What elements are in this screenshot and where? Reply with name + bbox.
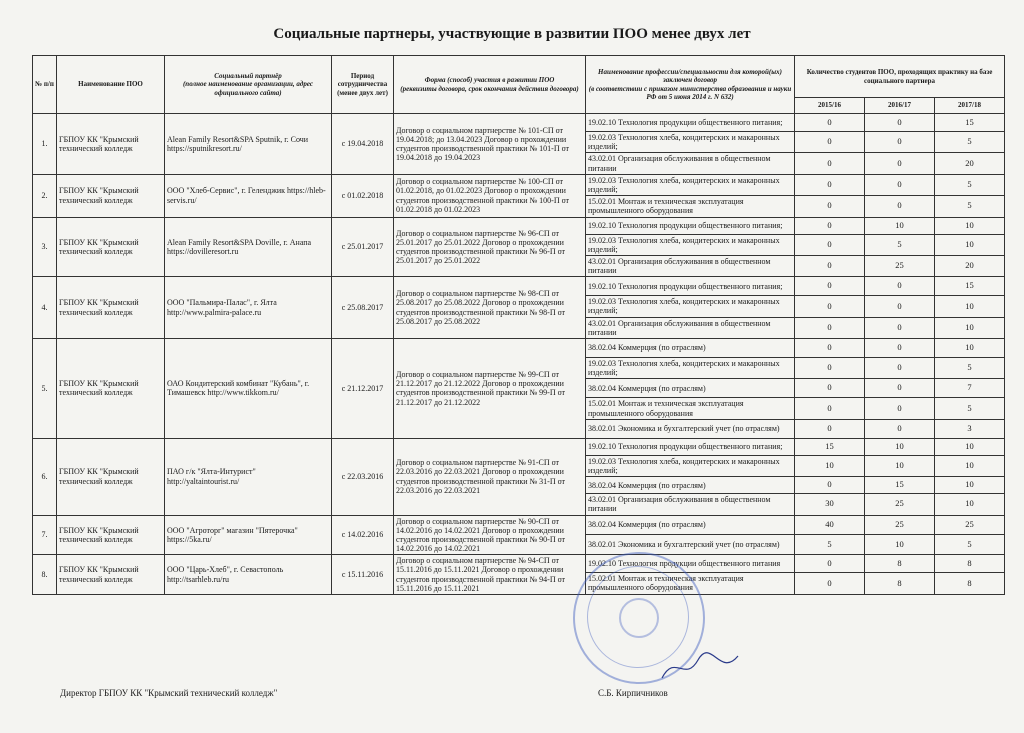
count-2016-17: 5 xyxy=(865,234,935,255)
count-2015-16: 0 xyxy=(795,379,865,398)
count-2016-17: 15 xyxy=(865,477,935,494)
poo-name: ГБПОУ КК "Крымский технический колледж xyxy=(57,515,165,555)
count-2016-17: 25 xyxy=(865,494,935,515)
count-2016-17: 0 xyxy=(865,339,935,358)
count-2017-18: 10 xyxy=(935,217,1005,234)
header-period: Период сотрудничества (менее двух лет) xyxy=(332,56,394,114)
header-year-1: 2015/16 xyxy=(795,98,865,114)
count-2016-17: 0 xyxy=(865,153,935,174)
count-2017-18: 10 xyxy=(935,317,1005,338)
count-2015-16: 0 xyxy=(795,572,865,594)
count-2017-18: 7 xyxy=(935,379,1005,398)
row-number: 5. xyxy=(33,339,57,439)
poo-name: ГБПОУ КК "Крымский технический колледж xyxy=(57,438,165,515)
period-date: с 01.02.2018 xyxy=(332,174,394,217)
count-2016-17: 0 xyxy=(865,196,935,217)
program-name: 38.02.04 Коммерция (по отраслям) xyxy=(586,379,795,398)
count-2015-16: 40 xyxy=(795,515,865,535)
partner-name: ОАО Кондитерский комбинат "Кубань", г. Тимашевск http://www.tikkom.ru/ xyxy=(165,339,332,439)
count-2016-17: 0 xyxy=(865,419,935,438)
program-name: 19.02.03 Технология хлеба, кондитерских и макаронных изделий; xyxy=(586,174,795,195)
table-row xyxy=(33,217,1005,234)
count-2017-18: 8 xyxy=(935,572,1005,594)
row-number: 6. xyxy=(33,438,57,515)
count-2017-18: 20 xyxy=(935,153,1005,174)
partners-table xyxy=(32,55,1005,595)
count-2016-17: 0 xyxy=(865,132,935,153)
count-2016-17: 8 xyxy=(865,555,935,573)
count-2017-18: 10 xyxy=(935,234,1005,255)
contract-info: Договор о социальном партнерстве № 99-СП от 21.12.2017 до 21.12.2022 Договор о прохождении студентов производственной практики № 99-П от 21.12.2017 до 21.12.2022 xyxy=(394,339,586,439)
count-2016-17: 0 xyxy=(865,317,935,338)
count-2016-17: 0 xyxy=(865,174,935,195)
contract-info: Договор о социальном партнерстве № 98-СП от 25.08.2017 до 25.08.2022 Договор о прохождении студентов производственной практики № 98-П от 25.08.2017 до 25.08.2022 xyxy=(394,277,586,339)
contract-info: Договор о социальном партнерстве № 91-СП от 22.03.2016 до 22.03.2021 Договор о прохождении студентов производственной практики № 31-П от 22.03.2016 до 22.03.2021 xyxy=(394,438,586,515)
table-row xyxy=(33,555,1005,573)
program-name: 43.02.01 Организация обслуживания в общественном питании xyxy=(586,153,795,174)
count-2015-16: 0 xyxy=(795,477,865,494)
contract-info: Договор о социальном партнерстве № 90-СП от 14.02.2016 до 14.02.2021 Договор о прохождении студентов производственной практики № 90-П от 14.02.2016 до 14.02.2021 xyxy=(394,515,586,555)
count-2017-18: 10 xyxy=(935,339,1005,358)
count-2017-18: 5 xyxy=(935,174,1005,195)
count-2015-16: 0 xyxy=(795,217,865,234)
count-2015-16: 10 xyxy=(795,455,865,476)
row-number: 3. xyxy=(33,217,57,277)
header-year-2: 2016/17 xyxy=(865,98,935,114)
program-name: 19.02.03 Технология хлеба, кондитерских и макаронных изделий; xyxy=(586,234,795,255)
count-2016-17: 0 xyxy=(865,114,935,132)
header-partner-title: Социальный партнёр xyxy=(214,72,282,81)
header-partner-sub: (полное наименование организации, адрес официального сайта) xyxy=(182,80,314,97)
count-2015-16: 0 xyxy=(795,196,865,217)
poo-name: ГБПОУ КК "Крымский технический колледж xyxy=(57,277,165,339)
table-row xyxy=(33,438,1005,455)
program-name: 19.02.03 Технология хлеба, кондитерских и макаронных изделий; xyxy=(586,455,795,476)
header-students: Количество студентов ПОО, проходящих практику на базе социального партнера xyxy=(795,56,1005,98)
program-name: 15.02.01 Монтаж и техническая эксплуатация промышленного оборудования xyxy=(586,398,795,419)
partner-name: Alean Family Resort&SPA Doville, г. Анапа https://dovilleresort.ru xyxy=(165,217,332,277)
partner-name: ПАО г/к "Ялта-Интурист" http://yaltaintourist.ru/ xyxy=(165,438,332,515)
count-2015-16: 0 xyxy=(795,419,865,438)
count-2016-17: 25 xyxy=(865,255,935,276)
director-label: Директор ГБПОУ КК "Крымский технический колледж" xyxy=(60,688,278,698)
table-row xyxy=(33,174,1005,195)
row-number: 1. xyxy=(33,114,57,175)
page-title: Социальные партнеры, участвующие в развитии ПОО менее двух лет xyxy=(273,26,751,42)
header-form-sub: (реквизиты договора, срок окончания действия договора) xyxy=(400,84,579,93)
count-2015-16: 0 xyxy=(795,398,865,419)
program-name: 43.02.01 Организация обслуживания в общественном питании xyxy=(586,317,795,338)
count-2016-17: 0 xyxy=(865,296,935,317)
count-2017-18: 5 xyxy=(935,535,1005,555)
count-2017-18: 10 xyxy=(935,438,1005,455)
poo-name: ГБПОУ КК "Крымский технический колледж xyxy=(57,217,165,277)
count-2015-16: 0 xyxy=(795,234,865,255)
partner-name: ООО "Хлеб-Сервис", г. Геленджик https://hleb-servis.ru/ xyxy=(165,174,332,217)
count-2017-18: 15 xyxy=(935,114,1005,132)
count-2015-16: 0 xyxy=(795,358,865,379)
signature xyxy=(660,648,740,688)
count-2015-16: 30 xyxy=(795,494,865,515)
count-2015-16: 0 xyxy=(795,114,865,132)
poo-name: ГБПОУ КК "Крымский технический колледж xyxy=(57,339,165,439)
header-prof-title: Наименование профессии/специальности для которой(ых) заключен договор xyxy=(598,68,782,85)
table-row xyxy=(33,114,1005,132)
count-2017-18: 5 xyxy=(935,398,1005,419)
poo-name: ГБПОУ КК "Крымский технический колледж xyxy=(57,114,165,175)
count-2016-17: 10 xyxy=(865,455,935,476)
header-num: № п/п xyxy=(33,56,57,114)
contract-info: Договор о социальном партнерстве № 96-СП от 25.01.2017 до 25.01.2022 Договор о прохождении студентов производственной практики № 96-П от 25.01.2017 до 25.01.2022 xyxy=(394,217,586,277)
count-2015-16: 0 xyxy=(795,132,865,153)
partner-name: Alean Family Resort&SPA Sputnik, г. Сочи https://sputnikresort.ru/ xyxy=(165,114,332,175)
table-row xyxy=(33,339,1005,358)
count-2017-18: 3 xyxy=(935,419,1005,438)
program-name: 19.02.03 Технология хлеба, кондитерских и макаронных изделий; xyxy=(586,132,795,153)
table-row xyxy=(33,515,1005,535)
program-name: 38.02.01 Экономика и бухгалтерский учет (по отраслям) xyxy=(586,419,795,438)
header-poo: Наименование ПОО xyxy=(57,56,165,114)
program-name: 38.02.04 Коммерция (по отраслям) xyxy=(586,477,795,494)
row-number: 8. xyxy=(33,555,57,595)
count-2016-17: 8 xyxy=(865,572,935,594)
header-partner xyxy=(165,56,332,114)
partner-name: ООО "Царь-Хлеб", г. Севастополь http://tsarhleb.ru/ru xyxy=(165,555,332,595)
count-2017-18: 10 xyxy=(935,477,1005,494)
count-2016-17: 10 xyxy=(865,535,935,555)
count-2017-18: 15 xyxy=(935,277,1005,296)
header-form xyxy=(394,56,586,114)
count-2015-16: 0 xyxy=(795,277,865,296)
period-date: с 15.11.2016 xyxy=(332,555,394,595)
poo-name: ГБПОУ КК "Крымский технический колледж xyxy=(57,555,165,595)
count-2016-17: 0 xyxy=(865,398,935,419)
count-2016-17: 25 xyxy=(865,515,935,535)
row-number: 4. xyxy=(33,277,57,339)
program-name: 19.02.10 Технология продукции общественного питания; xyxy=(586,114,795,132)
program-name: 15.02.01 Монтаж и техническая эксплуатация промышленного оборудования xyxy=(586,196,795,217)
count-2016-17: 0 xyxy=(865,358,935,379)
header-prof xyxy=(586,56,795,114)
count-2015-16: 0 xyxy=(795,317,865,338)
contract-info: Договор о социальном партнерстве № 101-СП от 19.04.2018; до 13.04.2023 Договор о прохождении студентов производственной практики № 101-П от 19.04.2018 до 19.04.2023 xyxy=(394,114,586,175)
program-name: 43.02.01 Организация обслуживания в общественном питании xyxy=(586,494,795,515)
program-name: 19.02.03 Технология хлеба, кондитерских и макаронных изделий; xyxy=(586,358,795,379)
poo-name: ГБПОУ КК "Крымский технический колледж xyxy=(57,174,165,217)
program-name: 19.02.10 Технология продукции общественного питания xyxy=(586,555,795,573)
count-2015-16: 0 xyxy=(795,339,865,358)
period-date: с 25.08.2017 xyxy=(332,277,394,339)
program-name: 19.02.03 Технология хлеба, кондитерских и макаронных изделий; xyxy=(586,296,795,317)
period-date: с 21.12.2017 xyxy=(332,339,394,439)
period-date: с 22.03.2016 xyxy=(332,438,394,515)
count-2015-16: 15 xyxy=(795,438,865,455)
count-2016-17: 10 xyxy=(865,438,935,455)
count-2015-16: 5 xyxy=(795,535,865,555)
count-2017-18: 20 xyxy=(935,255,1005,276)
header-form-title: Форма (способ) участия в развитии ПОО xyxy=(424,76,555,85)
count-2017-18: 25 xyxy=(935,515,1005,535)
count-2015-16: 0 xyxy=(795,153,865,174)
count-2015-16: 0 xyxy=(795,296,865,317)
header-prof-sub: (в соответствии с приказом министерства образования и науки РФ от 5 июня 2014 г. N 632) xyxy=(588,84,792,101)
table-row xyxy=(33,277,1005,296)
count-2015-16: 0 xyxy=(795,555,865,573)
partner-name: ООО "Агроторг" магазин "Пятерочка" https://5ka.ru/ xyxy=(165,515,332,555)
count-2016-17: 0 xyxy=(865,379,935,398)
count-2017-18: 5 xyxy=(935,358,1005,379)
count-2015-16: 0 xyxy=(795,174,865,195)
program-name: 43.02.01 Организация обслуживания в общественном питании xyxy=(586,255,795,276)
program-name: 19.02.10 Технология продукции общественного питания; xyxy=(586,277,795,296)
director-name: С.Б. Кирпичников xyxy=(598,688,668,698)
count-2017-18: 10 xyxy=(935,455,1005,476)
count-2017-18: 10 xyxy=(935,494,1005,515)
count-2016-17: 10 xyxy=(865,217,935,234)
contract-info: Договор о социальном партнерстве № 94-СП от 15.11.2016 до 15.11.2021 Договор о прохождении студентов производственной практики № 94-П от 15.11.2016 до 15.11.2021 xyxy=(394,555,586,595)
program-name: 19.02.10 Технология продукции общественного питания; xyxy=(586,438,795,455)
count-2017-18: 8 xyxy=(935,555,1005,573)
contract-info: Договор о социальном партнерстве № 100-СП от 01.02.2018, до 01.02.2023 Договор о прохождении студентов производственной практики № 100-П от 01.02.2018 до 01.02.2023 xyxy=(394,174,586,217)
count-2016-17: 0 xyxy=(865,277,935,296)
period-date: с 19.04.2018 xyxy=(332,114,394,175)
count-2017-18: 5 xyxy=(935,132,1005,153)
program-name: 15.02.01 Монтаж и техническая эксплуатация промышленного оборудования xyxy=(586,572,795,594)
row-number: 2. xyxy=(33,174,57,217)
count-2017-18: 5 xyxy=(935,196,1005,217)
header-year-3: 2017/18 xyxy=(935,98,1005,114)
count-2017-18: 10 xyxy=(935,296,1005,317)
partner-name: ООО "Пальмира-Палас", г. Ялта http://www.palmira-palace.ru xyxy=(165,277,332,339)
program-name: 19.02.10 Технология продукции общественного питания; xyxy=(586,217,795,234)
period-date: с 25.01.2017 xyxy=(332,217,394,277)
period-date: с 14.02.2016 xyxy=(332,515,394,555)
program-name: 38.02.01 Экономика и бухгалтерский учет (по отраслям) xyxy=(586,535,795,555)
program-name: 38.02.04 Коммерция (по отраслям) xyxy=(586,515,795,535)
count-2015-16: 0 xyxy=(795,255,865,276)
program-name: 38.02.04 Коммерция (по отраслям) xyxy=(586,339,795,358)
row-number: 7. xyxy=(33,515,57,555)
